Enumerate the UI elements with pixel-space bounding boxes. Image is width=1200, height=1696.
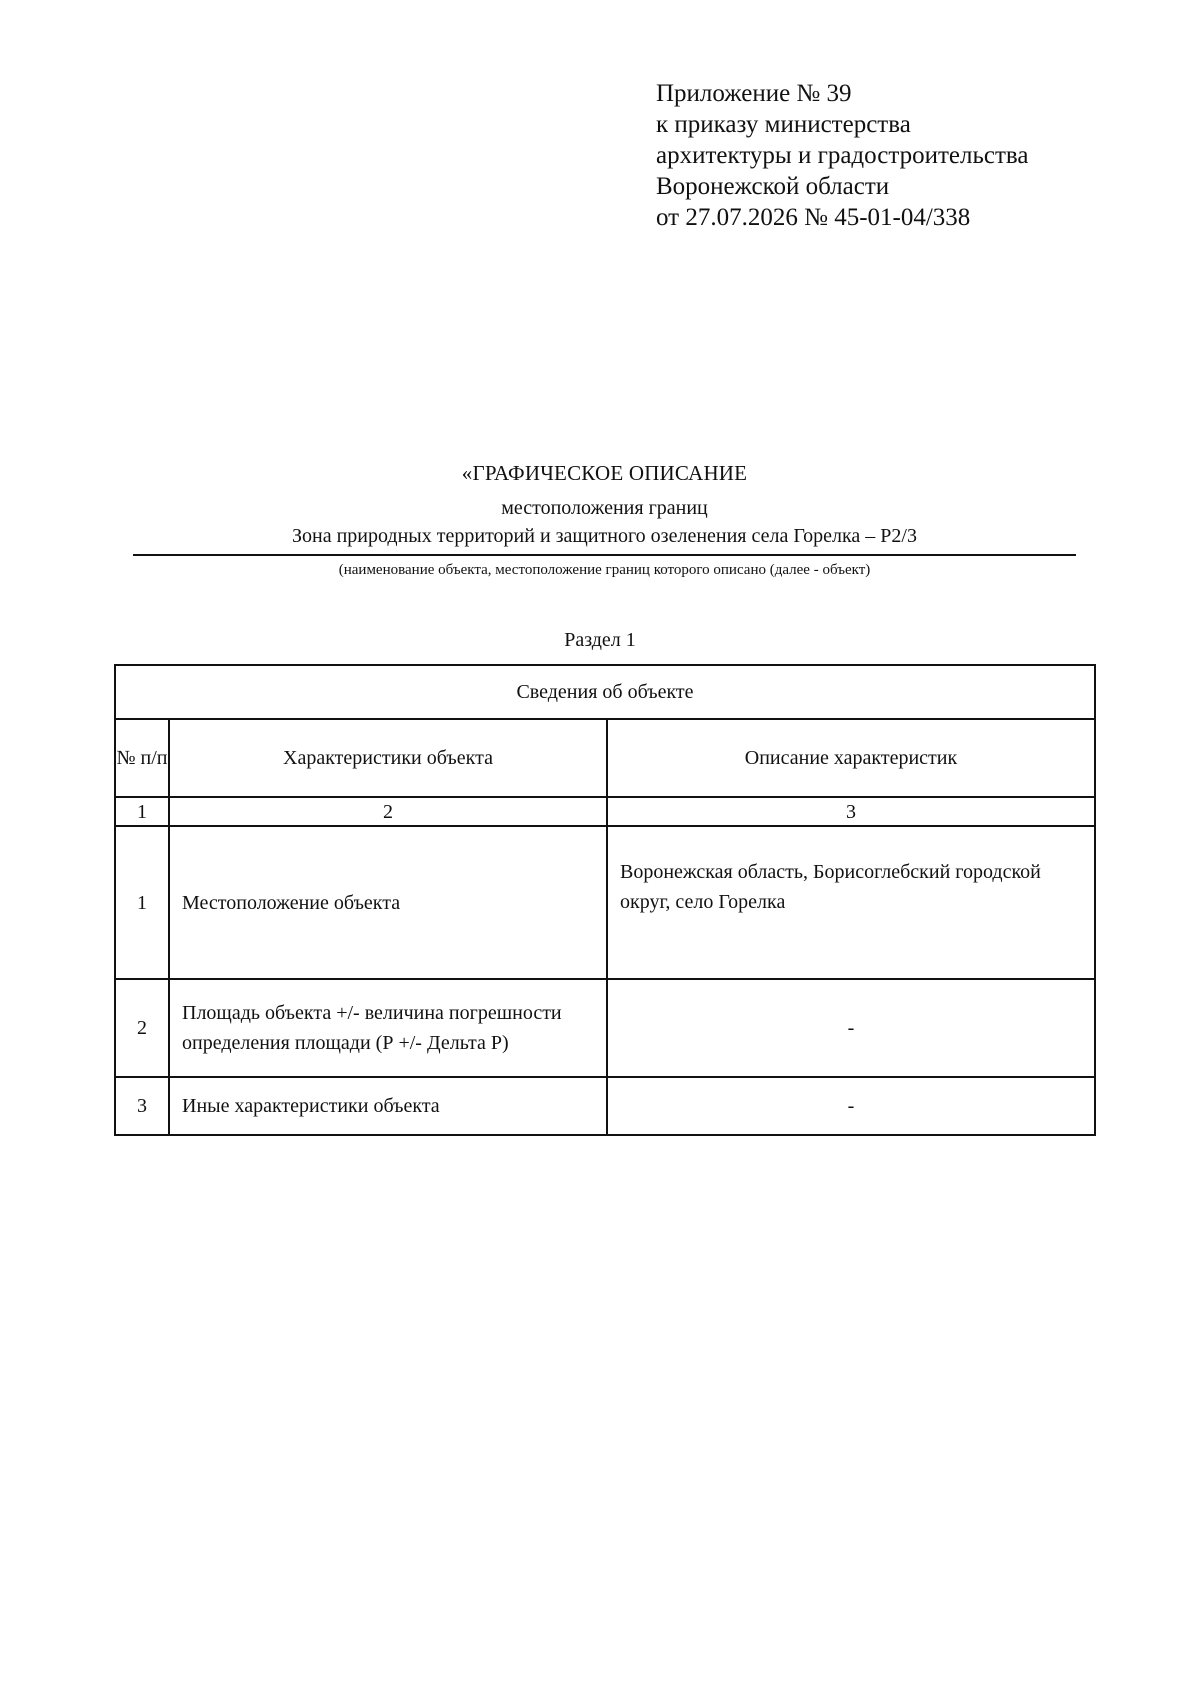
- object-info-table: [114, 664, 1096, 1136]
- row-number: 3: [115, 1077, 169, 1135]
- document-subtitle: местоположения границ: [501, 497, 708, 519]
- document-title-block: [133, 458, 1076, 581]
- object-name: Зона природных территорий и защитного озеленения села Горелка – Р2/3: [292, 525, 917, 547]
- table-column-headers: [115, 719, 1095, 797]
- table-row: [115, 826, 1095, 979]
- column-number-1: 1: [115, 797, 169, 826]
- column-header-characteristic: Характеристики объекта: [169, 719, 607, 797]
- appendix-ministry-line: архитектуры и градостроительства: [656, 142, 1029, 169]
- row-number: 2: [115, 979, 169, 1077]
- row-description: Воронежская область, Борисоглебский городской округ, село Горелка: [607, 826, 1095, 979]
- document-title: «ГРАФИЧЕСКОЕ ОПИСАНИЕ: [461, 461, 748, 485]
- column-number-2: 2: [169, 797, 607, 826]
- row-characteristic: Местоположение объекта: [169, 826, 607, 979]
- column-header-description: Описание характеристик: [607, 719, 1095, 797]
- table-column-numbers: [115, 797, 1095, 826]
- object-name-caption: (наименование объекта, местоположение границ которого описано (далее - объект): [338, 562, 871, 578]
- appendix-region-line: Воронежской области: [656, 173, 890, 200]
- row-description: -: [607, 979, 1095, 1077]
- table-header-row: [115, 665, 1095, 719]
- row-characteristic: Площадь объекта +/- величина погрешности определения площади (Р +/- Дельта Р): [169, 979, 607, 1077]
- appendix-order-line: к приказу министерства: [656, 111, 911, 138]
- table-row: [115, 979, 1095, 1077]
- row-number: 1: [115, 826, 169, 979]
- appendix-date-line: от 27.07.2026 № 45-01-04/338: [656, 204, 971, 231]
- appendix-number: Приложение № 39: [656, 80, 852, 107]
- object-name-underline: [133, 554, 1076, 556]
- section-label: Раздел 1: [564, 629, 636, 651]
- row-characteristic: Иные характеристики объекта: [169, 1077, 607, 1135]
- row-description: -: [607, 1077, 1095, 1135]
- table-row: [115, 1077, 1095, 1135]
- column-header-number: № п/п: [115, 719, 169, 797]
- column-number-3: 3: [607, 797, 1095, 826]
- table-header: Сведения об объекте: [115, 665, 1095, 719]
- appendix-reference: [656, 78, 1028, 233]
